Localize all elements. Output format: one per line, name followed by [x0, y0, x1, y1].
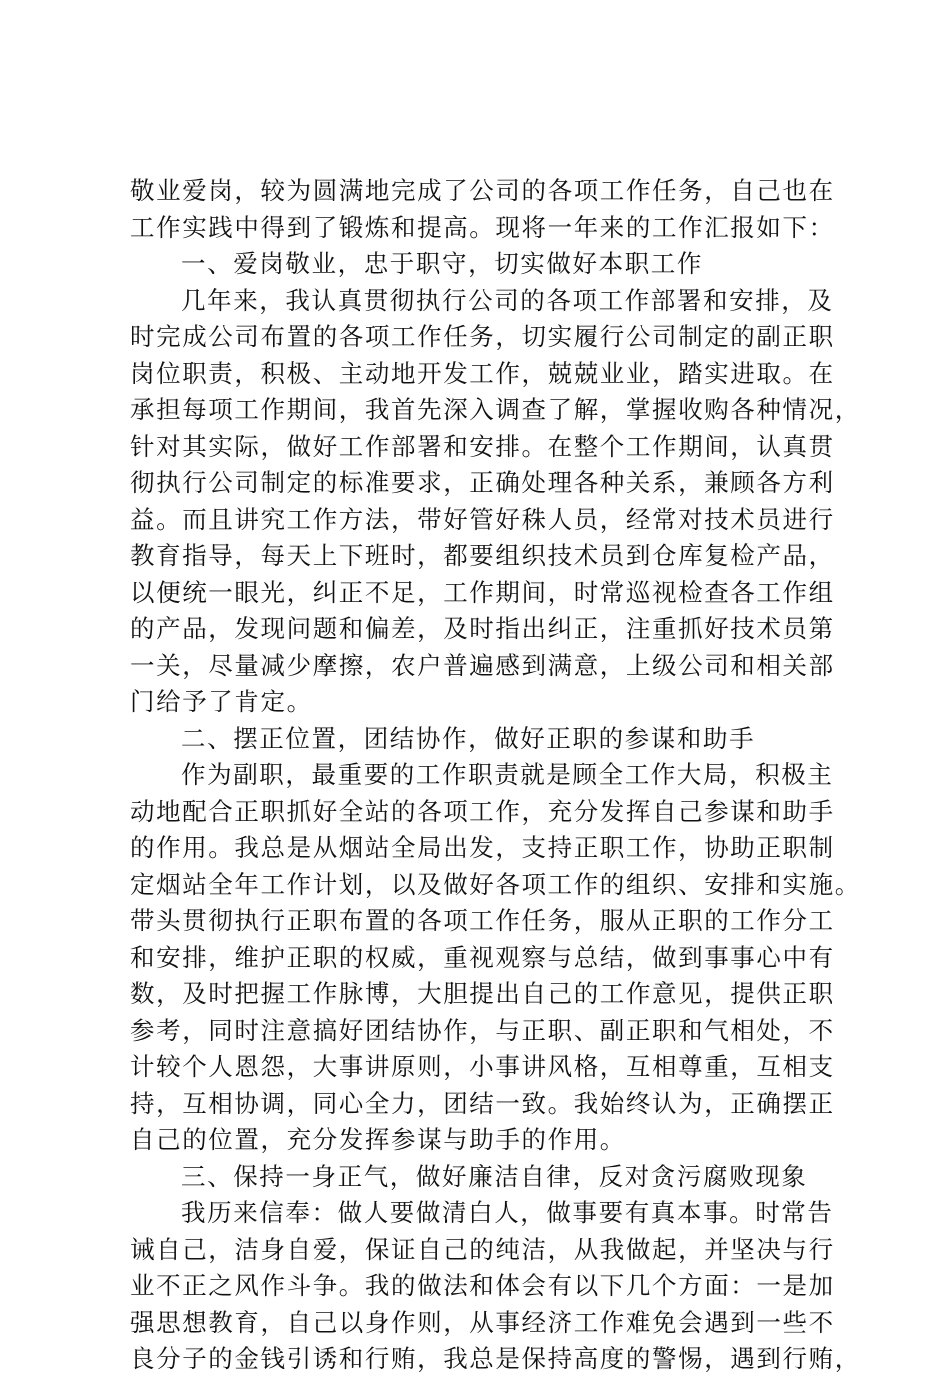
text-line: 带头贯彻执行正职布置的各项工作任务，服从正职的工作分工 — [130, 906, 835, 935]
text-line: 诫自己，洁身自爱，保证自己的纯洁，从我做起，并坚决与行 — [130, 1234, 835, 1264]
text-line: 良分子的金钱引诱和行贿，我总是保持高度的警惕，遇到行贿， — [130, 1344, 861, 1373]
text-line: 敬业爱岗，较为圆满地完成了公司的各项工作任务，自己也在 — [130, 176, 835, 205]
text-line: 的作用。我总是从烟站全局出发，支持正职工作，协助正职制 — [130, 833, 835, 862]
text-line: 数，及时把握工作脉博，大胆提出自己的工作意见，提供正职 — [130, 979, 835, 1008]
text-line: 业不正之风作斗争。我的做法和体会有以下几个方面：一是加 — [130, 1271, 835, 1300]
text-line: 针对其实际，做好工作部署和安排。在整个工作期间，认真贯 — [130, 431, 835, 461]
text-line: 参考，同时注意搞好团结协作，与正职、副正职和气相处，不 — [130, 1015, 835, 1045]
text-line: 动地配合正职抓好全站的各项工作，充分发挥自己参谋和助手 — [130, 796, 835, 826]
text-line: 时完成公司布置的各项工作任务，切实履行公司制定的副正职 — [130, 322, 835, 351]
paragraph-first-line: 二、摆正位置，团结协作，做好正职的参谋和助手 — [181, 723, 756, 753]
paragraph-first-line: 作为副职，最重要的工作职责就是顾全工作大局，积极主 — [181, 760, 834, 789]
text-line: 计较个人恩怨，大事讲原则，小事讲风格，互相尊重，互相支 — [130, 1052, 835, 1081]
text-line: 和安排，维护正职的权威，重视观察与总结，做到事事心中有 — [130, 942, 835, 972]
text-line: 彻执行公司制定的标准要求，正确处理各种关系，兼顾各方利 — [130, 468, 835, 497]
text-line: 一关，尽量减少摩擦，农户普遍感到满意，上级公司和相关部 — [130, 650, 835, 680]
paragraph-first-line: 三、保持一身正气，做好廉洁自律，反对贪污腐败现象 — [181, 1161, 808, 1191]
paragraph-first-line: 我历来信奉：做人要做清白人，做事要有真本事。时常告 — [181, 1198, 834, 1227]
text-line: 定烟站全年工作计划，以及做好各项工作的组织、安排和实施。 — [130, 869, 861, 899]
text-line: 教育指导，每天上下班时，都要组织技术员到仓库复检产品， — [130, 541, 835, 570]
text-line: 工作实践中得到了锻炼和提高。现将一年来的工作汇报如下： — [130, 212, 835, 242]
text-line: 持，互相协调，同心全力，团结一致。我始终认为，正确摆正 — [130, 1088, 835, 1118]
text-line: 的产品，发现问题和偏差，及时指出纠正，注重抓好技术员第 — [130, 614, 835, 643]
text-line: 益。而且讲究工作方法，带好管好秼人员，经常对技术员进行 — [130, 504, 835, 534]
text-line: 强思想教育，自己以身作则，从事经济工作难免会遇到一些不 — [130, 1307, 835, 1337]
text-line: 门给予了肯定。 — [130, 687, 313, 716]
text-line: 自己的位置，充分发挥参谋与助手的作用。 — [130, 1125, 626, 1154]
text-line: 岗位职责，积极、主动地开发工作，兢兢业业，踏实进取。在 — [130, 358, 835, 388]
document-body — [130, 173, 861, 1378]
text-line: 承担每项工作期间，我首先深入调查了解，掌握收购各种情况， — [130, 395, 861, 424]
paragraph-first-line: 几年来，我认真贯彻执行公司的各项工作部署和安排，及 — [181, 285, 834, 315]
text-line: 以便统一眼光，纠正不足，工作期间，时常巡视检查各工作组 — [130, 577, 835, 607]
paragraph-first-line: 一、爱岗敬业，忠于职守，切实做好本职工作 — [181, 249, 703, 278]
